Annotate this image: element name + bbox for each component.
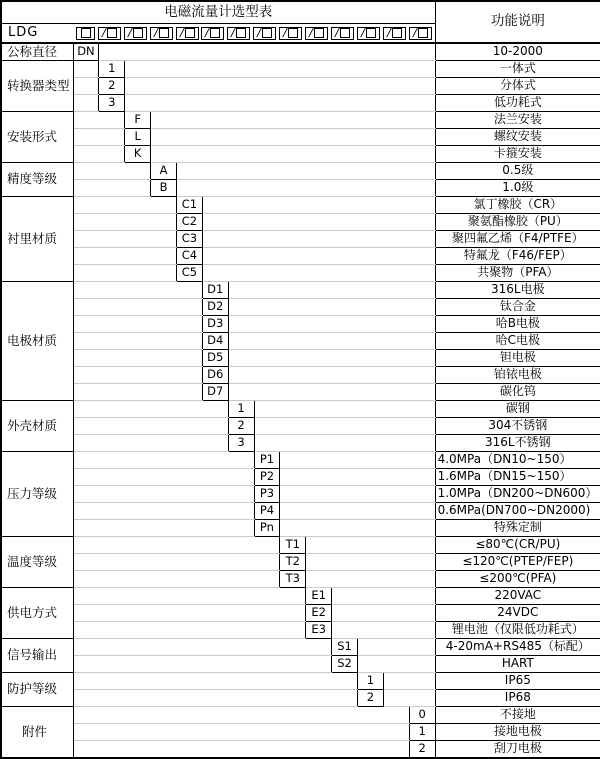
slash-separator: / [152, 25, 160, 40]
filler-cell [73, 673, 357, 690]
filler-cell [280, 520, 435, 537]
filler-cell [73, 486, 254, 503]
filler-cell [73, 639, 332, 656]
table-row [1, 588, 600, 605]
filler-cell [306, 537, 435, 554]
table-row [1, 724, 600, 741]
table-row [1, 656, 600, 673]
filler-cell [73, 452, 254, 469]
code-cell: D6 [202, 367, 228, 384]
table-row [1, 384, 600, 401]
filler-cell [151, 112, 436, 129]
table-row [1, 163, 600, 180]
filler-cell [73, 112, 125, 129]
desc-cell: 卡箍安装 [435, 146, 600, 163]
placeholder-square-icon [366, 28, 376, 38]
slash-separator: / [411, 25, 419, 40]
desc-cell: 聚四氟乙烯（F4/PTFE） [435, 231, 600, 248]
filler-cell [125, 78, 435, 95]
table-row [1, 180, 600, 197]
desc-cell: 聚氨酯橡胶（PU） [435, 214, 600, 231]
code-cell: P3 [254, 486, 280, 503]
slash-separator: / [281, 25, 289, 40]
slash-separator: / [178, 25, 186, 40]
code-cell: F [125, 112, 151, 129]
filler-cell [73, 588, 306, 605]
model-code-boxes-cell [73, 24, 435, 44]
desc-cell: 哈C电极 [435, 333, 600, 350]
model-code-box [409, 27, 432, 40]
category-cell: 供电方式 [1, 588, 73, 639]
filler-cell [383, 673, 435, 690]
desc-cell: 接地电极 [435, 724, 600, 741]
filler-cell [228, 384, 435, 401]
desc-cell: 0.6MPa(DN700~DN2000) [435, 503, 600, 520]
code-cell: C5 [176, 265, 202, 282]
code-cell: C1 [176, 197, 202, 214]
category-cell: 衬里材质 [1, 197, 73, 282]
desc-cell: 316L不锈钢 [435, 435, 600, 452]
slash-separator: / [307, 25, 315, 40]
table-row [1, 282, 600, 299]
table-row [1, 418, 600, 435]
code-cell: K [125, 146, 151, 163]
filler-cell [73, 520, 254, 537]
desc-cell: 低功耗式 [435, 95, 600, 112]
filler-cell [125, 61, 435, 78]
category-cell: 精度等级 [1, 163, 73, 197]
desc-cell: 螺纹安装 [435, 129, 600, 146]
desc-cell: 316L电极 [435, 282, 600, 299]
table-row [1, 571, 600, 588]
table-row [1, 112, 600, 129]
filler-cell [151, 146, 436, 163]
filler-cell [254, 401, 435, 418]
desc-cell: 0.5级 [435, 163, 600, 180]
slash-separator: / [385, 25, 393, 40]
table-row [1, 214, 600, 231]
slash-separator: / [230, 25, 238, 40]
code-cell: C3 [176, 231, 202, 248]
placeholder-square-icon [133, 28, 143, 38]
table-row [1, 537, 600, 554]
category-cell: 温度等级 [1, 537, 73, 588]
table-row [1, 520, 600, 537]
table-row [1, 469, 600, 486]
code-cell: 1 [409, 724, 435, 741]
desc-cell: 一体式 [435, 61, 600, 78]
filler-cell [202, 197, 435, 214]
filler-cell [228, 299, 435, 316]
desc-cell: IP65 [435, 673, 600, 690]
table-row [1, 248, 600, 265]
filler-cell [280, 469, 435, 486]
model-prefix: LDG [1, 24, 73, 44]
filler-cell [73, 180, 151, 197]
model-code-boxes [73, 27, 435, 40]
slash-separator: / [333, 25, 341, 40]
filler-cell [73, 265, 176, 282]
table-row [1, 503, 600, 520]
desc-cell: 304不锈钢 [435, 418, 600, 435]
filler-cell [228, 282, 435, 299]
desc-cell: 分体式 [435, 78, 600, 95]
placeholder-square-icon [340, 28, 350, 38]
desc-cell: 24VDC [435, 605, 600, 622]
code-cell: D2 [202, 299, 228, 316]
filler-cell [73, 571, 280, 588]
filler-cell [73, 707, 409, 724]
code-cell: D5 [202, 350, 228, 367]
filler-cell [306, 554, 435, 571]
filler-cell [73, 537, 280, 554]
desc-cell: 1.0MPa（DN200~DN600） [435, 486, 600, 503]
code-cell: T3 [280, 571, 306, 588]
slash-separator: / [359, 25, 367, 40]
filler-cell [357, 656, 435, 673]
filler-cell [73, 656, 332, 673]
table-row [1, 61, 600, 78]
table-row [1, 333, 600, 350]
filler-cell [306, 571, 435, 588]
filler-cell [228, 350, 435, 367]
filler-cell [73, 231, 176, 248]
model-code-box [331, 27, 354, 40]
filler-cell [73, 299, 202, 316]
code-cell: 2 [409, 741, 435, 759]
table-row [1, 401, 600, 418]
table-row [1, 435, 600, 452]
model-code-box [150, 27, 173, 40]
desc-cell: ≤80℃(CR/PU) [435, 537, 600, 554]
code-cell: 1 [228, 401, 254, 418]
code-cell: 1 [99, 61, 125, 78]
code-cell: C4 [176, 248, 202, 265]
category-cell: 电极材质 [1, 282, 73, 401]
table-row [1, 146, 600, 163]
desc-cell: 特殊定制 [435, 520, 600, 537]
placeholder-square-icon [392, 28, 402, 38]
function-column-header: 功能说明 [435, 1, 600, 43]
code-cell: 2 [357, 690, 383, 707]
filler-cell [73, 248, 176, 265]
code-cell: S1 [332, 639, 358, 656]
table-row [1, 554, 600, 571]
code-cell: 3 [228, 435, 254, 452]
filler-cell [73, 367, 202, 384]
model-code-box [357, 27, 380, 40]
desc-cell: 4-20mA+RS485（标配） [435, 639, 600, 656]
table-row [1, 452, 600, 469]
slash-separator: / [204, 25, 212, 40]
category-cell: 防护等级 [1, 673, 73, 707]
desc-cell: 铂铱电极 [435, 367, 600, 384]
code-cell: 2 [99, 78, 125, 95]
category-cell: 压力等级 [1, 452, 73, 537]
desc-cell: 碳化钨 [435, 384, 600, 401]
model-code-box [383, 27, 406, 40]
filler-cell [73, 78, 99, 95]
filler-cell [73, 129, 125, 146]
filler-cell [332, 622, 435, 639]
filler-cell [176, 180, 435, 197]
desc-cell: 哈B电极 [435, 316, 600, 333]
filler-cell [73, 418, 228, 435]
code-cell: P2 [254, 469, 280, 486]
filler-cell [228, 316, 435, 333]
filler-cell [228, 333, 435, 350]
filler-cell [73, 554, 280, 571]
table-row [1, 1, 600, 24]
table-row [1, 197, 600, 214]
filler-cell [202, 214, 435, 231]
code-cell: 0 [409, 707, 435, 724]
code-cell: C2 [176, 214, 202, 231]
model-code-box [227, 27, 250, 40]
table-row [1, 707, 600, 724]
code-cell: E3 [306, 622, 332, 639]
desc-cell: 共聚物（PFA） [435, 265, 600, 282]
category-cell: 信号输出 [1, 639, 73, 673]
table-row [1, 316, 600, 333]
code-cell: P4 [254, 503, 280, 520]
table-row [1, 639, 600, 656]
filler-cell [357, 639, 435, 656]
filler-cell [280, 452, 435, 469]
code-cell: DN [73, 43, 99, 61]
code-cell: B [151, 180, 177, 197]
code-cell: E1 [306, 588, 332, 605]
desc-cell: 氯丁橡胶（CR） [435, 197, 600, 214]
desc-cell: 220VAC [435, 588, 600, 605]
model-code-box [201, 27, 224, 40]
model-code-box [279, 27, 302, 40]
placeholder-square-icon [185, 28, 195, 38]
code-cell: S2 [332, 656, 358, 673]
desc-cell: 碳钢 [435, 401, 600, 418]
placeholder-square-icon [314, 28, 324, 38]
placeholder-square-icon [262, 28, 272, 38]
desc-cell: IP68 [435, 690, 600, 707]
table-row [1, 299, 600, 316]
filler-cell [73, 61, 99, 78]
table-row [1, 741, 600, 759]
filler-cell [73, 282, 202, 299]
filler-cell [73, 469, 254, 486]
desc-cell: 法兰安装 [435, 112, 600, 129]
filler-cell [383, 690, 435, 707]
filler-cell [151, 129, 436, 146]
desc-cell: 4.0MPa（DN10~150） [435, 452, 600, 469]
code-cell: Pn [254, 520, 280, 537]
filler-cell [73, 163, 151, 180]
filler-cell [73, 95, 99, 112]
table-row [1, 622, 600, 639]
code-cell: L [125, 129, 151, 146]
model-code-box [176, 27, 199, 40]
code-cell: 3 [99, 95, 125, 112]
code-cell: 1 [357, 673, 383, 690]
category-cell: 公称直径 [1, 43, 73, 61]
table-row [1, 231, 600, 248]
filler-cell [73, 622, 306, 639]
table-row [1, 129, 600, 146]
table-title: 电磁流量计选型表 [1, 1, 435, 24]
desc-cell: HART [435, 656, 600, 673]
model-code-box [76, 27, 95, 40]
filler-cell [73, 384, 202, 401]
filler-cell [280, 486, 435, 503]
filler-cell [73, 401, 228, 418]
code-cell: 2 [228, 418, 254, 435]
filler-cell [254, 435, 435, 452]
desc-cell: 钽电极 [435, 350, 600, 367]
filler-cell [228, 367, 435, 384]
table-row [1, 690, 600, 707]
filler-cell [202, 265, 435, 282]
table-row [1, 605, 600, 622]
filler-cell [202, 231, 435, 248]
desc-cell: 10-2000 [435, 43, 600, 61]
table-row [1, 673, 600, 690]
model-code-box [124, 27, 147, 40]
desc-cell: 1.0级 [435, 180, 600, 197]
filler-cell [73, 350, 202, 367]
code-cell: P1 [254, 452, 280, 469]
slash-separator: / [255, 25, 263, 40]
table-row [1, 350, 600, 367]
filler-cell [73, 605, 306, 622]
filler-cell [73, 197, 176, 214]
model-code-box [253, 27, 276, 40]
code-cell: D3 [202, 316, 228, 333]
filler-cell [202, 248, 435, 265]
code-cell: D4 [202, 333, 228, 350]
filler-cell [73, 333, 202, 350]
table-row [1, 43, 600, 61]
model-code-box [305, 27, 328, 40]
table-row [1, 367, 600, 384]
desc-cell: 刮刀电极 [435, 741, 600, 759]
filler-cell [125, 95, 435, 112]
code-cell: E2 [306, 605, 332, 622]
placeholder-square-icon [236, 28, 246, 38]
filler-cell [73, 214, 176, 231]
desc-cell: ≤120℃(PTEP/FEP) [435, 554, 600, 571]
placeholder-square-icon [210, 28, 220, 38]
desc-cell: 不接地 [435, 707, 600, 724]
desc-cell: 钛合金 [435, 299, 600, 316]
filler-cell [73, 724, 409, 741]
desc-cell: 1.6MPa（DN15~150） [435, 469, 600, 486]
filler-cell [280, 503, 435, 520]
filler-cell [73, 690, 357, 707]
placeholder-square-icon [288, 28, 298, 38]
filler-cell [73, 316, 202, 333]
category-cell: 安装形式 [1, 112, 73, 163]
desc-cell: 特氟龙（F46/FEP） [435, 248, 600, 265]
category-cell: 转换器类型 [1, 61, 73, 112]
filler-cell [332, 588, 435, 605]
placeholder-square-icon [418, 28, 428, 38]
code-cell: D7 [202, 384, 228, 401]
filler-cell [73, 503, 254, 520]
category-cell: 附件 [1, 707, 73, 759]
filler-cell [73, 146, 125, 163]
placeholder-square-icon [159, 28, 169, 38]
placeholder-square-icon [107, 28, 117, 38]
table-row [1, 78, 600, 95]
code-cell: T2 [280, 554, 306, 571]
code-cell: D1 [202, 282, 228, 299]
placeholder-square-icon [81, 28, 91, 38]
code-cell: A [151, 163, 177, 180]
table-row [1, 265, 600, 282]
filler-cell [73, 741, 409, 759]
filler-cell [332, 605, 435, 622]
table-row [1, 95, 600, 112]
filler-cell [73, 435, 228, 452]
desc-cell: 锂电池（仅限低功耗式） [435, 622, 600, 639]
code-cell: T1 [280, 537, 306, 554]
filler-cell [176, 163, 435, 180]
table-row [1, 486, 600, 503]
model-code-box [98, 27, 121, 40]
filler-cell [254, 418, 435, 435]
slash-separator: / [100, 25, 108, 40]
filler-cell [99, 43, 435, 61]
slash-separator: / [126, 25, 134, 40]
desc-cell: ≤200℃(PFA) [435, 571, 600, 588]
category-cell: 外壳材质 [1, 401, 73, 452]
